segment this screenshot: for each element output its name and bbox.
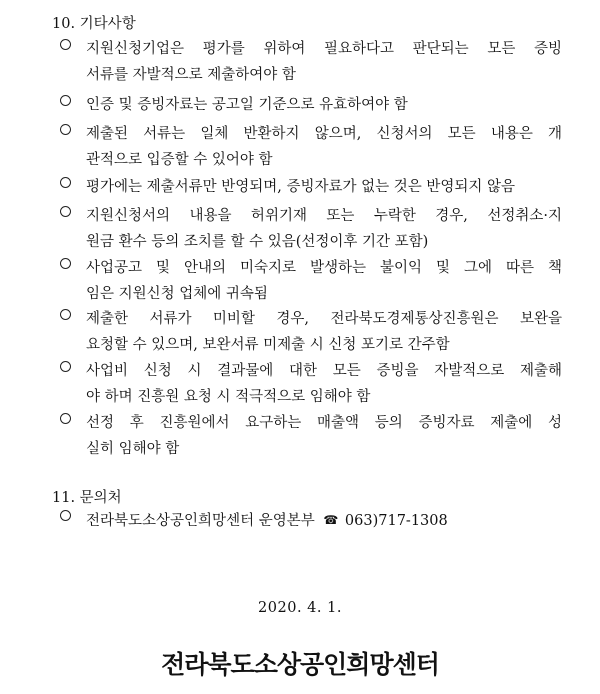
list-item-line: 지원신청서의 내용을 허위기재 또는 누락한 경우, 선정취소·지 bbox=[86, 208, 562, 224]
list-item-line: 제출된 서류는 일체 반환하지 않으며, 신청서의 모든 내용은 개 bbox=[86, 126, 562, 142]
list-item-line: 원금 환수 등의 조치를 할 수 있음(선정이후 기간 포함) bbox=[86, 234, 429, 250]
list-item-line: 관적으로 입증할 수 있어야 함 bbox=[86, 152, 273, 168]
contact-text bbox=[86, 507, 562, 534]
telephone-icon: ☎ bbox=[323, 513, 339, 527]
organization-name: 전라북도소상공인희망센터 bbox=[161, 650, 439, 679]
list-item-text bbox=[86, 36, 562, 88]
list-item-text bbox=[86, 121, 562, 173]
circle-bullet-icon bbox=[60, 177, 71, 188]
list-item-line: 인증 및 증빙자료는 공고일 기준으로 유효하여야 함 bbox=[86, 97, 408, 113]
list-item-line: 사업공고 및 안내의 미숙지로 발생하는 불이익 및 그에 따른 책 bbox=[86, 260, 562, 276]
list-item-line: 실히 임해야 함 bbox=[86, 441, 180, 457]
list-item-text bbox=[86, 410, 562, 462]
list-item-text bbox=[86, 92, 562, 118]
circle-bullet-icon bbox=[60, 258, 71, 269]
list-item-text bbox=[86, 203, 562, 255]
list-item-text bbox=[86, 358, 562, 410]
circle-bullet-icon bbox=[60, 413, 71, 424]
list-item-line: 서류를 자발적으로 제출하여야 함 bbox=[86, 67, 296, 83]
list-item-text bbox=[86, 174, 562, 200]
section-10-heading: 10. 기타사항 bbox=[52, 16, 136, 32]
circle-bullet-icon bbox=[60, 39, 71, 50]
contact-phone: 063)717-1308 bbox=[344, 513, 448, 529]
document-date: 2020. 4. 1. bbox=[258, 600, 342, 616]
circle-bullet-icon bbox=[60, 309, 71, 320]
list-item-text bbox=[86, 255, 562, 307]
list-item-line: 평가에는 제출서류만 반영되며, 증빙자료가 없는 것은 반영되지 않음 bbox=[86, 179, 516, 195]
list-item-line: 선정 후 진흥원에서 요구하는 매출액 등의 증빙자료 제출에 성 bbox=[86, 415, 562, 431]
circle-bullet-icon bbox=[60, 95, 71, 106]
list-item-line: 지원신청기업은 평가를 위하여 필요하다고 판단되는 모든 증빙 bbox=[86, 41, 562, 57]
circle-bullet-icon bbox=[60, 206, 71, 217]
list-item-line: 야 하며 진흥원 요청 시 적극적으로 임해야 함 bbox=[86, 389, 371, 405]
circle-bullet-icon bbox=[60, 124, 71, 135]
list-item-line: 요청할 수 있으며, 보완서류 미제출 시 신청 포기로 간주함 bbox=[86, 337, 450, 353]
circle-bullet-icon bbox=[60, 361, 71, 372]
list-item-line: 사업비 신청 시 결과물에 대한 모든 증빙을 자발적으로 제출해 bbox=[86, 363, 562, 379]
list-item-text bbox=[86, 306, 562, 358]
list-item-line: 임은 지원신청 업체에 귀속됨 bbox=[86, 286, 268, 302]
circle-bullet-icon bbox=[60, 510, 71, 521]
section-11-heading: 11. 문의처 bbox=[52, 490, 122, 506]
contact-name: 전라북도소상공인희망센터 운영본부 bbox=[86, 513, 315, 529]
list-item-line: 제출한 서류가 미비할 경우, 전라북도경제통상진흥원은 보완을 bbox=[86, 311, 562, 327]
